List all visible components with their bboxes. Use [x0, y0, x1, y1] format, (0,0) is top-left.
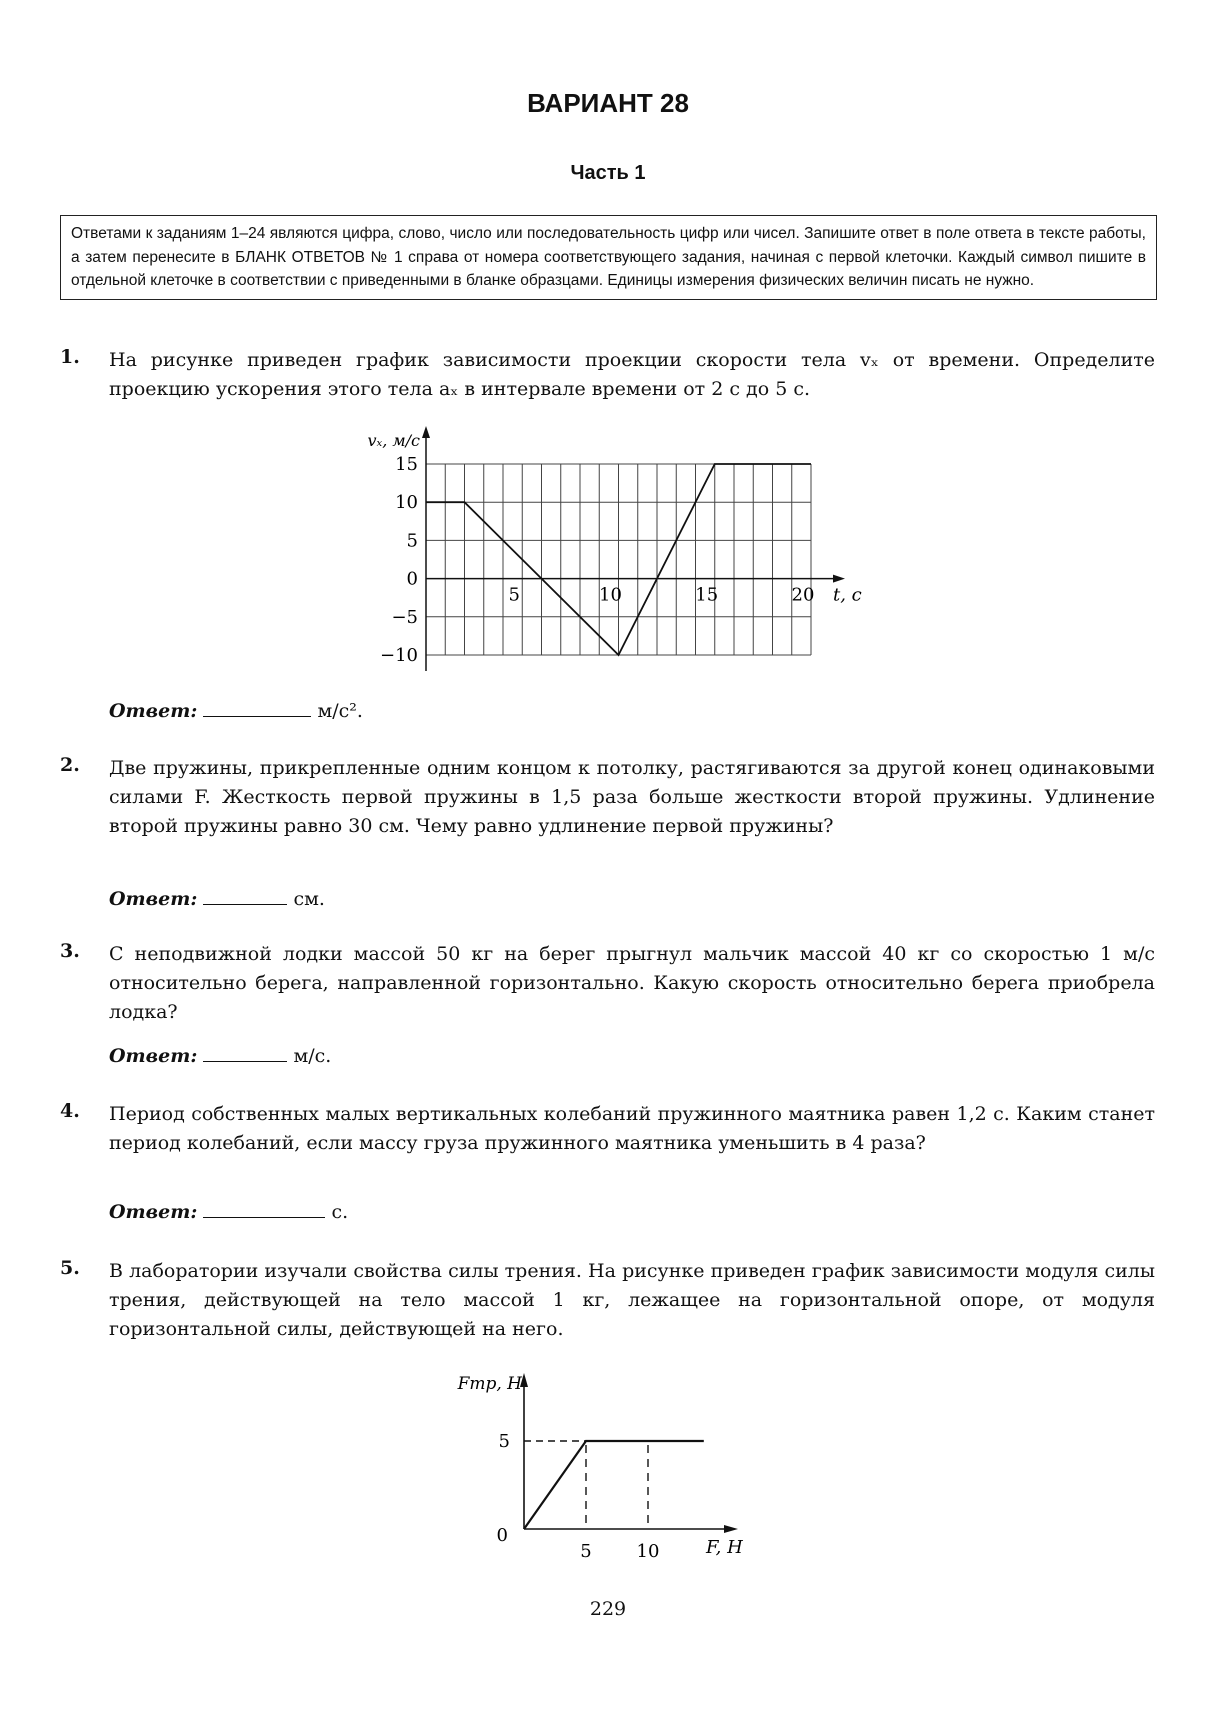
velocity-time-chart — [320, 420, 880, 680]
y-axis-arrow — [422, 426, 430, 438]
x-tick-label: 10 — [636, 1541, 660, 1562]
x-tick-label: 10 — [599, 584, 622, 606]
y-tick-label: −5 — [391, 606, 418, 628]
x-tick-label: 5 — [580, 1541, 592, 1562]
answer-blank[interactable] — [203, 698, 311, 717]
x-axis-label: F, Н — [706, 1537, 743, 1558]
x-axis-label: t, с — [833, 584, 862, 606]
y-tick-label: 5 — [498, 1431, 510, 1452]
question-text: С неподвижной лодки массой 50 кг на берег прыгнул мальчик массой 40 кг со скоростью 1 м/с относительно берега, направленной горизонтально. Какую скорость относительно берега приобрела лодка? — [109, 943, 1155, 1023]
x-axis-arrow — [724, 1525, 738, 1533]
y-tick-label: 0 — [406, 568, 418, 590]
y-tick-label: 10 — [395, 492, 418, 514]
answer-label: Ответ: — [109, 1201, 198, 1223]
answer-line — [109, 886, 325, 910]
question-text: На рисунке приведен график зависимости проекции скорости тела vₓ от времени. Определите проекцию ускорения этого тела aₓ в интервале времени от 2 с до 5 с. — [109, 349, 1155, 400]
origin-label: 0 — [496, 1525, 508, 1546]
answer-line — [109, 698, 363, 722]
question-text: В лаборатории изучали свойства силы трения. На рисунке приведен график зависимости модуля силы трения, действующей на тело массой 1 кг, лежащее на горизонтальной опоре, от модуля горизонтальной силы, действующей на него. — [109, 1260, 1155, 1340]
variant-title: ВАРИАНТ 28 — [527, 88, 689, 118]
question-number: 1. — [60, 346, 80, 368]
answer-unit: см. — [293, 888, 325, 910]
y-axis-label: Fтр, Н — [457, 1374, 522, 1394]
question-text: Период собственных малых вертикальных колебаний пружинного маятника равен 1,2 с. Каким станет период колебаний, если массу груза пружинного маятника уменьшить в 4 раза? — [109, 1103, 1155, 1154]
x-tick-label: 5 — [508, 584, 520, 606]
friction-line — [524, 1441, 704, 1529]
y-tick-label: −10 — [380, 645, 418, 666]
answer-unit: м/с. — [293, 1045, 332, 1067]
y-axis-label: vₓ, м/с — [367, 431, 420, 450]
instructions-box: Ответами к заданиям 1–24 являются цифра, слово, число или последовательность цифр или чисел. Запишите ответ в поле ответа в тексте работы, а затем перенесите в БЛАНК ОТВЕТОВ № 1 справа от номера соответствующего задания, начиная с первой клеточки. Каждый символ пишите в отдельной клеточке в соответствии с приведенными в бланке образцами. Единицы измерения физических величин писать не нужно. — [60, 215, 1157, 300]
x-tick-label: 20 — [791, 584, 815, 606]
question-number: 3. — [60, 940, 80, 962]
question-text: Две пружины, прикрепленные одним концом к потолку, растягиваются за другой конец одинаковыми силами F. Жесткость первой пружины в 1,5 раза больше жесткости второй пружины. Удлинение второй пружины равно 30 см. Чему равно удлинение первой пружины? — [109, 757, 1155, 837]
question-number: 4. — [60, 1100, 80, 1122]
answer-blank[interactable] — [203, 1199, 325, 1218]
answer-unit: с. — [331, 1201, 349, 1223]
part-title: Часть 1 — [570, 162, 646, 184]
x-axis-arrow — [833, 575, 845, 583]
answer-line — [109, 1043, 331, 1067]
answer-blank[interactable] — [203, 886, 287, 905]
y-tick-label: 15 — [395, 454, 418, 475]
answer-unit: м/с². — [317, 700, 363, 722]
y-tick-label: 5 — [406, 530, 418, 552]
answer-label: Ответ: — [109, 888, 198, 910]
answer-label: Ответ: — [109, 700, 198, 722]
question-number: 5. — [60, 1257, 80, 1279]
page-number: 229 — [589, 1598, 627, 1620]
answer-line — [109, 1199, 348, 1223]
question-number: 2. — [60, 754, 80, 776]
answer-blank[interactable] — [203, 1043, 287, 1062]
x-tick-label: 15 — [695, 584, 719, 606]
answer-label: Ответ: — [109, 1045, 198, 1067]
friction-force-chart — [440, 1355, 780, 1575]
